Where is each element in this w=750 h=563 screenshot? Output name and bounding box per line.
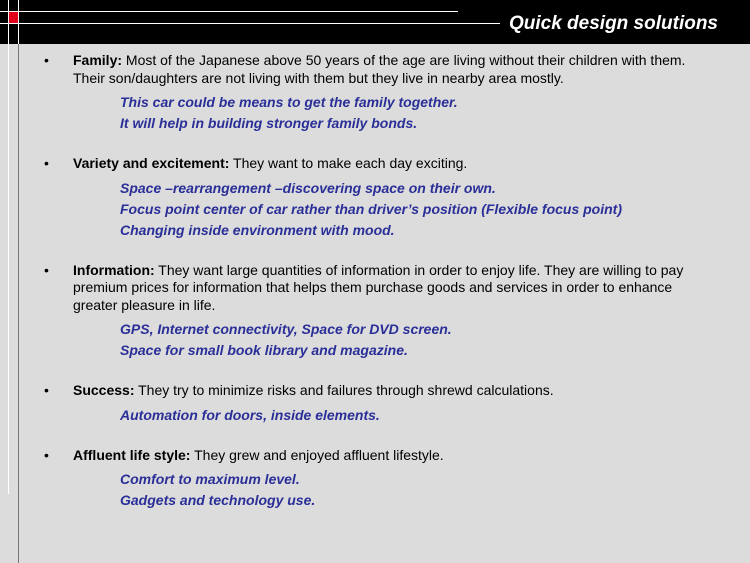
solution-item: It will help in building stronger family bonds. — [120, 115, 418, 131]
header-rule-top — [0, 11, 458, 12]
section-variety — [0, 155, 750, 241]
slide-content — [0, 52, 750, 532]
header-rule-middle — [0, 23, 500, 24]
solution-list — [0, 319, 750, 361]
solution-item: Gadgets and technology use. — [120, 492, 316, 508]
point-label: Family: — [73, 52, 123, 68]
point-label: Information: — [73, 261, 155, 278]
bullet-icon: • — [44, 446, 49, 463]
bullet-icon: • — [44, 155, 49, 171]
point-text — [73, 52, 716, 87]
red-accent-square — [9, 12, 18, 23]
bullet-icon: • — [44, 382, 49, 398]
section-family — [0, 52, 750, 134]
point-body: They grew and enjoyed affluent lifestyle. — [190, 446, 444, 463]
point-label: Variety and excitement: — [73, 155, 230, 171]
point-label: Affluent life style: — [73, 446, 191, 463]
section-affluent-life-style — [0, 447, 750, 512]
solution-item: GPS, Internet connectivity, Space for DVD screen. — [120, 321, 452, 337]
point-text — [73, 262, 716, 315]
solution-item: This car could be means to get the family together. — [120, 94, 458, 110]
solution-item: Space for small book library and magazine. — [120, 342, 408, 358]
point-text — [73, 382, 716, 400]
slide-title: Quick design solutions — [508, 13, 718, 34]
point-body: They try to minimize risks and failures through shrewd calculations. — [134, 382, 554, 398]
section-success — [0, 382, 750, 426]
section-information — [0, 262, 750, 362]
point-text — [73, 447, 716, 465]
point-label: Success: — [73, 382, 135, 398]
solution-item: Space –rearrangement –discovering space on their own. — [120, 179, 496, 196]
bullet-icon: • — [44, 52, 49, 68]
solution-list — [0, 405, 750, 426]
point-body: Most of the Japanese above 50 years of the age are living without their children with them. Their son/daughters are not living with them but they live in nearby area mostly. — [73, 52, 686, 86]
bullet-icon: • — [44, 261, 49, 278]
solution-item: Automation for doors, inside elements. — [120, 406, 380, 423]
solution-list — [0, 469, 750, 511]
point-body: They want large quantities of information in order to enjoy life. They are willing to pay premium prices for information that helps them purchase goods and services in order to enhance greater pleasure in life. — [73, 261, 684, 313]
solution-item: Changing inside environment with mood. — [120, 221, 395, 238]
solution-item: Focus point center of car rather than driver’s position (Flexible focus point) — [120, 200, 622, 217]
slide-header — [0, 0, 750, 44]
point-text — [73, 155, 716, 173]
solution-list — [0, 178, 750, 241]
header-vertical-rule-right — [18, 0, 19, 44]
solution-list — [0, 92, 750, 134]
solution-item: Comfort to maximum level. — [120, 471, 300, 487]
point-body: They want to make each day exciting. — [229, 155, 468, 171]
